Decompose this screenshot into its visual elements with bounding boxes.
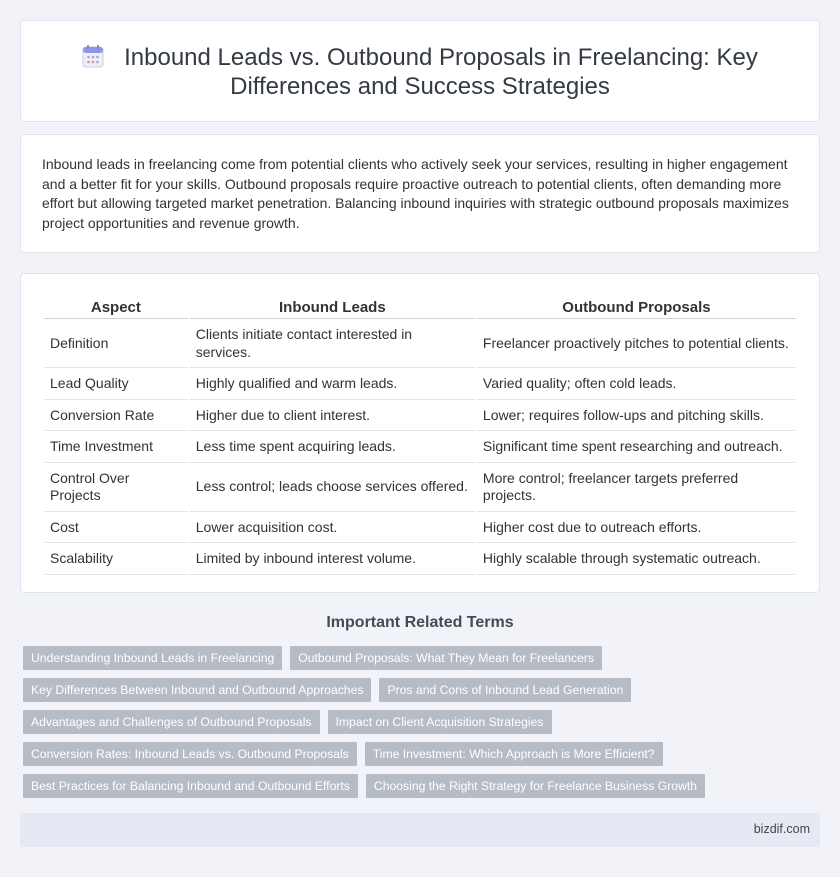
- cell-aspect: Lead Quality: [44, 368, 188, 400]
- footer: [20, 813, 820, 847]
- header-outbound: Outbound Proposals: [477, 296, 796, 319]
- page-title: [81, 43, 759, 101]
- cell-aspect: Cost: [44, 512, 188, 544]
- cell-inbound: Highly qualified and warm leads.: [190, 368, 475, 400]
- cell-aspect: Control Over Projects: [44, 463, 188, 512]
- cell-inbound: Clients initiate contact interested in services.: [190, 319, 475, 368]
- table-row: [44, 368, 796, 400]
- related-term-tag[interactable]: Advantages and Challenges of Outbound Proposals: [23, 710, 320, 734]
- cell-outbound: Varied quality; often cold leads.: [477, 368, 796, 400]
- related-term-tag[interactable]: Outbound Proposals: What They Mean for Freelancers: [290, 646, 602, 670]
- related-terms-title: Important Related Terms: [326, 614, 514, 631]
- intro-card: [20, 134, 820, 253]
- related-term-tag[interactable]: Pros and Cons of Inbound Lead Generation: [379, 678, 631, 702]
- table-header-row: [44, 296, 796, 319]
- related-term-tag[interactable]: Best Practices for Balancing Inbound and Outbound Efforts: [23, 774, 358, 798]
- cell-outbound: More control; freelancer targets preferred projects.: [477, 463, 796, 512]
- table-row: [44, 319, 796, 368]
- header-aspect: Aspect: [44, 296, 188, 319]
- tag-row: [23, 710, 803, 734]
- cell-aspect: Time Investment: [44, 431, 188, 463]
- cell-outbound: Higher cost due to outreach efforts.: [477, 512, 796, 544]
- cell-inbound: Limited by inbound interest volume.: [190, 543, 475, 575]
- table-row: [44, 400, 796, 432]
- cell-aspect: Conversion Rate: [44, 400, 188, 432]
- intro-paragraph: Inbound leads in freelancing come from potential clients who actively seek your services, resulting in higher engagement and a better fit for your skills. Outbound proposals require proactive outreach to potential clients, often demanding more effort but allowing targeted market penetration. Balancing inbound inquiries with strategic outbound proposals maximizes project opportunities and revenue growth.: [42, 156, 789, 231]
- cell-outbound: Highly scalable through systematic outreach.: [477, 543, 796, 575]
- cell-outbound: Freelancer proactively pitches to potential clients.: [477, 319, 796, 368]
- cell-outbound: Significant time spent researching and outreach.: [477, 431, 796, 463]
- tag-row: [23, 742, 803, 766]
- header-inbound: Inbound Leads: [190, 296, 475, 319]
- comparison-table: [42, 296, 798, 575]
- tag-row: [23, 646, 803, 670]
- table-row: [44, 512, 796, 544]
- cell-inbound: Lower acquisition cost.: [190, 512, 475, 544]
- related-term-tag[interactable]: Impact on Client Acquisition Strategies: [328, 710, 552, 734]
- cell-inbound: Less control; leads choose services offered.: [190, 463, 475, 512]
- cell-aspect: Scalability: [44, 543, 188, 575]
- footer-site-link[interactable]: bizdif.com: [753, 822, 810, 836]
- calendar-icon: [82, 44, 104, 68]
- comparison-table-card: [20, 273, 820, 593]
- related-term-tag[interactable]: Time Investment: Which Approach is More Efficient?: [365, 742, 663, 766]
- tag-row: [23, 678, 803, 702]
- related-term-tag[interactable]: Key Differences Between Inbound and Outbound Approaches: [23, 678, 371, 702]
- cell-aspect: Definition: [44, 319, 188, 368]
- header-card: [20, 20, 820, 122]
- related-term-tag[interactable]: Conversion Rates: Inbound Leads vs. Outbound Proposals: [23, 742, 357, 766]
- related-term-tag[interactable]: Understanding Inbound Leads in Freelancing: [23, 646, 282, 670]
- related-terms-list: [23, 646, 803, 806]
- cell-outbound: Lower; requires follow-ups and pitching skills.: [477, 400, 796, 432]
- tag-row: [23, 774, 803, 798]
- table-row: [44, 431, 796, 463]
- cell-inbound: Higher due to client interest.: [190, 400, 475, 432]
- related-term-tag[interactable]: Choosing the Right Strategy for Freelance Business Growth: [366, 774, 705, 798]
- table-row: [44, 543, 796, 575]
- page-title-text: Inbound Leads vs. Outbound Proposals in Freelancing: Key Differences and Success Strategies: [124, 44, 758, 100]
- cell-inbound: Less time spent acquiring leads.: [190, 431, 475, 463]
- title-wrap: [21, 43, 819, 101]
- table-row: [44, 463, 796, 512]
